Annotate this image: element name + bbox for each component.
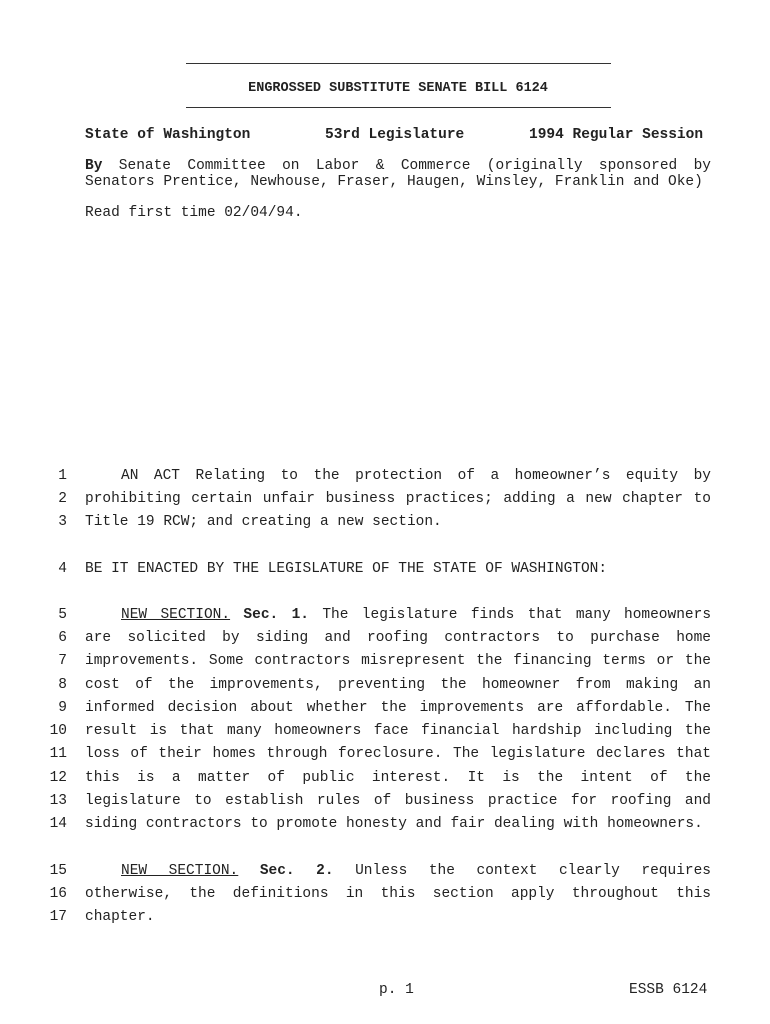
- bill-id-footer: ESSB 6124: [629, 982, 708, 998]
- text-line: prohibiting certain unfair business practices; adding a new chapter to: [85, 491, 711, 507]
- text-line: legislature to establish rules of business practice for roofing and: [85, 793, 711, 809]
- line-number: 9: [58, 700, 67, 716]
- text-line: this is a matter of public interest. It is the intent of the: [85, 770, 711, 786]
- line-number: 14: [49, 816, 67, 832]
- line-number: 12: [49, 770, 67, 786]
- state-label: State of Washington: [85, 127, 251, 143]
- top-rule: [186, 63, 611, 64]
- section-1-heading: [121, 607, 711, 623]
- line-number: 1: [58, 468, 67, 484]
- new-section-label: NEW SECTION.: [121, 863, 239, 879]
- line-number: 7: [58, 653, 67, 669]
- text-line: cost of the improvements, preventing the homeowner from making an: [85, 677, 711, 693]
- text-line: chapter.: [85, 909, 155, 925]
- read-first-time: Read first time 02/04/94.: [85, 205, 303, 221]
- line-number: 17: [49, 909, 67, 925]
- bill-title: ENGROSSED SUBSTITUTE SENATE BILL 6124: [248, 81, 548, 96]
- page-number: p. 1: [379, 982, 414, 998]
- legislature-label: 53rd Legislature: [325, 127, 465, 143]
- line-number: 11: [49, 746, 67, 762]
- text-line: otherwise, the definitions in this section apply throughout this: [85, 886, 711, 902]
- line-number: 13: [49, 793, 67, 809]
- sponsor-line-1: [85, 158, 711, 174]
- line-number: 8: [58, 677, 67, 693]
- title-rule: [186, 107, 611, 108]
- session-label: 1994 Regular Session: [529, 127, 704, 143]
- line-number: 4: [58, 561, 67, 577]
- line-number: 16: [49, 886, 67, 902]
- by-label: By: [85, 158, 103, 174]
- section-number: Sec. 2.: [259, 863, 334, 879]
- text-line: are solicited by siding and roofing contractors to purchase home: [85, 630, 711, 646]
- line-number: 5: [58, 607, 67, 623]
- text-line: siding contractors to promote honesty and fair dealing with homeowners.: [85, 816, 703, 832]
- sponsor-line-2: Senators Prentice, Newhouse, Fraser, Haugen, Winsley, Franklin and Oke): [85, 174, 703, 190]
- text-line: Title 19 RCW; and creating a new section.: [85, 514, 442, 530]
- section-number: Sec. 1.: [243, 607, 309, 623]
- section-2-heading: [121, 863, 711, 879]
- text-line: loss of their homes through foreclosure. The legislature declares that: [85, 746, 711, 762]
- new-section-label: NEW SECTION.: [121, 607, 231, 623]
- line-number: 3: [58, 514, 67, 530]
- sponsor-text-1: Senate Committee on Labor & Commerce (originally sponsored by: [118, 158, 711, 174]
- line-number: 15: [49, 863, 67, 879]
- text-line: AN ACT Relating to the protection of a homeowner’s equity by: [121, 468, 711, 484]
- text-line: informed decision about whether the improvements are affordable. The: [85, 700, 711, 716]
- enacting-clause: BE IT ENACTED BY THE LEGISLATURE OF THE STATE OF WASHINGTON:: [85, 561, 608, 577]
- text-line: Unless the context clearly requires: [355, 863, 712, 879]
- text-line: result is that many homeowners face financial hardship including the: [85, 723, 711, 739]
- line-number: 10: [49, 723, 67, 739]
- line-number: 2: [58, 491, 67, 507]
- line-number: 6: [58, 630, 67, 646]
- text-line: improvements. Some contractors misrepresent the financing terms or the: [85, 653, 711, 669]
- text-line: The legislature finds that many homeowners: [322, 607, 712, 623]
